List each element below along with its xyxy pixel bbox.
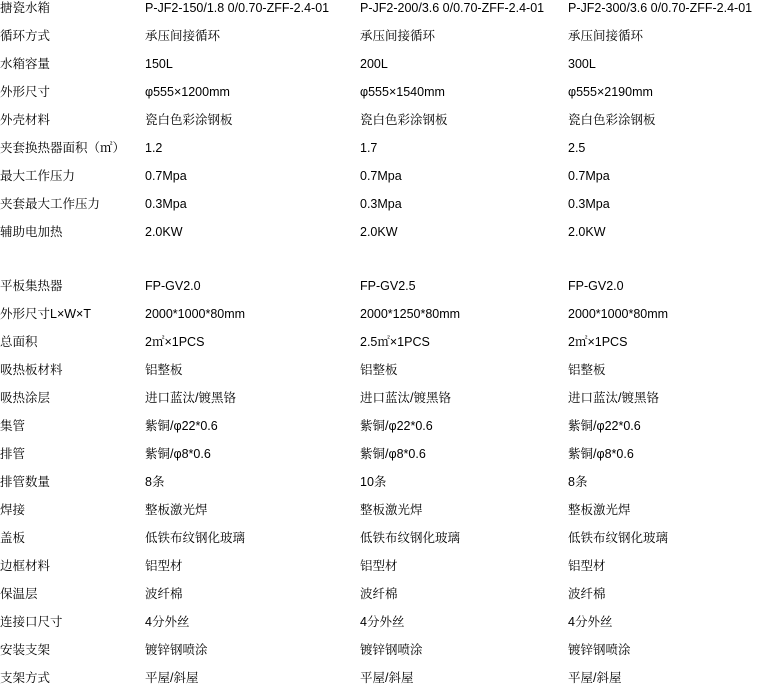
row-value: P-JF2-200/3.6 0/0.70-ZFF-2.4-01 bbox=[360, 1, 545, 15]
tank-section bbox=[0, 0, 769, 278]
row-label-cell bbox=[0, 642, 145, 670]
row-value-cell bbox=[145, 530, 360, 558]
row-value-cell bbox=[145, 0, 360, 28]
row-label: 支架方式 bbox=[0, 671, 51, 685]
row-label: 保温层 bbox=[0, 587, 38, 601]
row-value-cell bbox=[568, 390, 769, 418]
row-value-cell bbox=[568, 0, 769, 28]
row-value-cell bbox=[145, 614, 360, 642]
row-value: 波纤棉 bbox=[145, 587, 183, 601]
row-value-cell bbox=[360, 558, 568, 586]
row-label-cell bbox=[0, 418, 145, 446]
table-row bbox=[0, 168, 769, 196]
row-value-cell bbox=[360, 474, 568, 502]
row-value: 低铁布纹钢化玻璃 bbox=[360, 531, 461, 545]
row-label-cell bbox=[0, 390, 145, 418]
row-value-cell bbox=[145, 390, 360, 418]
row-label-cell bbox=[0, 670, 145, 698]
row-value-cell bbox=[360, 586, 568, 614]
row-label-cell bbox=[0, 112, 145, 140]
row-value: φ555×1540mm bbox=[360, 85, 445, 99]
row-label-cell bbox=[0, 140, 145, 168]
row-value: 承压间接循环 bbox=[145, 29, 221, 43]
section-spacer-row bbox=[0, 252, 769, 278]
row-value-cell bbox=[360, 224, 568, 252]
row-label: 辅助电加热 bbox=[0, 225, 63, 239]
row-label: 外形尺寸 bbox=[0, 85, 51, 99]
table-row bbox=[0, 418, 769, 446]
row-value: φ555×2190mm bbox=[568, 85, 653, 99]
spacer-cell bbox=[360, 252, 568, 278]
row-value: 2000*1000*80mm bbox=[145, 307, 246, 321]
row-value: 200L bbox=[360, 57, 388, 71]
row-value: 紫铜/φ22*0.6 bbox=[145, 419, 218, 433]
table-row bbox=[0, 56, 769, 84]
row-value-cell bbox=[360, 168, 568, 196]
row-value-cell bbox=[568, 196, 769, 224]
row-label-cell bbox=[0, 502, 145, 530]
row-value: 低铁布纹钢化玻璃 bbox=[145, 531, 246, 545]
row-value: 瓷白色彩涂钢板 bbox=[568, 113, 656, 127]
row-label: 吸热板材料 bbox=[0, 363, 63, 377]
row-value: 进口蓝汰/镀黑铬 bbox=[145, 391, 236, 405]
row-value-cell bbox=[145, 446, 360, 474]
row-value: 2.5 bbox=[568, 141, 586, 155]
row-label-cell bbox=[0, 446, 145, 474]
row-value: 铝型材 bbox=[145, 559, 183, 573]
table-row bbox=[0, 112, 769, 140]
row-value-cell bbox=[360, 418, 568, 446]
row-value: 瓷白色彩涂钢板 bbox=[360, 113, 448, 127]
row-value-cell bbox=[145, 334, 360, 362]
row-value-cell bbox=[145, 112, 360, 140]
row-value-cell bbox=[145, 56, 360, 84]
row-label-cell bbox=[0, 224, 145, 252]
row-value: P-JF2-300/3.6 0/0.70-ZFF-2.4-01 bbox=[568, 1, 753, 15]
row-value: 2㎡×1PCS bbox=[568, 335, 628, 349]
row-value-cell bbox=[145, 278, 360, 306]
row-label: 搪瓷水箱 bbox=[0, 1, 51, 15]
row-value-cell bbox=[568, 642, 769, 670]
row-label: 平板集热器 bbox=[0, 279, 63, 293]
row-value-cell bbox=[360, 56, 568, 84]
row-label: 夹套最大工作压力 bbox=[0, 197, 101, 211]
row-value-cell bbox=[360, 530, 568, 558]
row-value-cell bbox=[145, 474, 360, 502]
row-value: 2㎡×1PCS bbox=[145, 335, 205, 349]
row-value-cell bbox=[360, 362, 568, 390]
row-value: FP-GV2.0 bbox=[568, 279, 624, 293]
row-value: 8条 bbox=[145, 475, 165, 489]
spacer-cell bbox=[0, 252, 145, 278]
row-label-cell bbox=[0, 306, 145, 334]
row-label: 外形尺寸L×W×T bbox=[0, 307, 91, 321]
table-row bbox=[0, 28, 769, 56]
row-value-cell bbox=[360, 334, 568, 362]
row-value-cell bbox=[145, 196, 360, 224]
row-value: 瓷白色彩涂钢板 bbox=[145, 113, 233, 127]
row-value: 紫铜/φ8*0.6 bbox=[568, 447, 634, 461]
row-value-cell bbox=[360, 140, 568, 168]
row-value: 铝型材 bbox=[360, 559, 398, 573]
table-row bbox=[0, 224, 769, 252]
row-value-cell bbox=[145, 28, 360, 56]
row-label-cell bbox=[0, 530, 145, 558]
row-value-cell bbox=[145, 642, 360, 670]
row-value-cell bbox=[360, 670, 568, 698]
row-value: 4分外丝 bbox=[360, 615, 405, 629]
row-value-cell bbox=[360, 390, 568, 418]
row-label-cell bbox=[0, 84, 145, 112]
row-value: FP-GV2.0 bbox=[145, 279, 201, 293]
row-value: 镀锌钢喷涂 bbox=[568, 643, 631, 657]
row-value: 整板激光焊 bbox=[568, 503, 631, 517]
row-value-cell bbox=[568, 168, 769, 196]
row-label: 盖板 bbox=[0, 531, 26, 545]
row-label: 夹套换热器面积（㎡） bbox=[0, 141, 126, 155]
table-row bbox=[0, 586, 769, 614]
row-value-cell bbox=[360, 0, 568, 28]
row-value-cell bbox=[568, 278, 769, 306]
row-value-cell bbox=[360, 614, 568, 642]
row-value-cell bbox=[568, 502, 769, 530]
row-value: 紫铜/φ8*0.6 bbox=[360, 447, 426, 461]
row-label-cell bbox=[0, 168, 145, 196]
table-row bbox=[0, 670, 769, 698]
row-value: 0.7Mpa bbox=[360, 169, 402, 183]
table-row bbox=[0, 0, 769, 28]
row-value-cell bbox=[145, 84, 360, 112]
row-value: 镀锌钢喷涂 bbox=[145, 643, 208, 657]
row-value: 150L bbox=[145, 57, 173, 71]
row-value-cell bbox=[145, 168, 360, 196]
row-value: 10条 bbox=[360, 475, 387, 489]
row-value-cell bbox=[568, 112, 769, 140]
row-value-cell bbox=[568, 224, 769, 252]
row-value-cell bbox=[568, 306, 769, 334]
row-value: 4分外丝 bbox=[145, 615, 190, 629]
table-row bbox=[0, 474, 769, 502]
row-value-cell bbox=[145, 224, 360, 252]
row-label-cell bbox=[0, 0, 145, 28]
table-row bbox=[0, 614, 769, 642]
table-row bbox=[0, 140, 769, 168]
table-row bbox=[0, 558, 769, 586]
row-value: 进口蓝汰/镀黑铬 bbox=[360, 391, 451, 405]
row-label-cell bbox=[0, 362, 145, 390]
row-value: 波纤棉 bbox=[568, 587, 606, 601]
row-value: 承压间接循环 bbox=[360, 29, 436, 43]
row-value: 0.7Mpa bbox=[568, 169, 610, 183]
row-value: 紫铜/φ8*0.6 bbox=[145, 447, 211, 461]
row-value-cell bbox=[568, 474, 769, 502]
row-value: 铝整板 bbox=[568, 363, 606, 377]
row-label-cell bbox=[0, 278, 145, 306]
row-value-cell bbox=[568, 558, 769, 586]
row-label: 总面积 bbox=[0, 335, 38, 349]
row-value-cell bbox=[568, 670, 769, 698]
row-value-cell bbox=[568, 446, 769, 474]
row-label: 安装支架 bbox=[0, 643, 51, 657]
row-value: 进口蓝汰/镀黑铬 bbox=[568, 391, 659, 405]
row-value-cell bbox=[360, 278, 568, 306]
row-label-cell bbox=[0, 28, 145, 56]
row-value-cell bbox=[568, 84, 769, 112]
row-value-cell bbox=[568, 362, 769, 390]
row-value: 1.2 bbox=[145, 141, 163, 155]
row-value: 0.3Mpa bbox=[145, 197, 187, 211]
row-value: 2.0KW bbox=[360, 225, 398, 239]
row-value: 整板激光焊 bbox=[145, 503, 208, 517]
spacer-cell bbox=[568, 252, 769, 278]
table-row bbox=[0, 502, 769, 530]
spacer-cell bbox=[145, 252, 360, 278]
row-value: 镀锌钢喷涂 bbox=[360, 643, 423, 657]
row-label: 边框材料 bbox=[0, 559, 51, 573]
table-row bbox=[0, 306, 769, 334]
row-value: 铝整板 bbox=[360, 363, 398, 377]
row-label: 循环方式 bbox=[0, 29, 51, 43]
row-value: 平屋/斜屋 bbox=[568, 671, 622, 685]
row-label: 排管数量 bbox=[0, 475, 51, 489]
table-row bbox=[0, 334, 769, 362]
row-label: 外壳材料 bbox=[0, 113, 51, 127]
row-label-cell bbox=[0, 334, 145, 362]
row-label: 连接口尺寸 bbox=[0, 615, 63, 629]
row-value-cell bbox=[145, 362, 360, 390]
row-label: 焊接 bbox=[0, 503, 26, 517]
row-value: 波纤棉 bbox=[360, 587, 398, 601]
row-value: 4分外丝 bbox=[568, 615, 613, 629]
row-value: P-JF2-150/1.8 0/0.70-ZFF-2.4-01 bbox=[145, 1, 330, 15]
row-value: 低铁布纹钢化玻璃 bbox=[568, 531, 669, 545]
row-value: FP-GV2.5 bbox=[360, 279, 416, 293]
table-row bbox=[0, 84, 769, 112]
row-value-cell bbox=[568, 586, 769, 614]
row-value: 紫铜/φ22*0.6 bbox=[360, 419, 433, 433]
row-value-cell bbox=[568, 56, 769, 84]
row-label: 吸热涂层 bbox=[0, 391, 51, 405]
row-value-cell bbox=[145, 418, 360, 446]
row-value: 1.7 bbox=[360, 141, 378, 155]
row-label: 最大工作压力 bbox=[0, 169, 76, 183]
row-label: 集管 bbox=[0, 419, 26, 433]
row-value-cell bbox=[360, 446, 568, 474]
row-value: 0.3Mpa bbox=[360, 197, 402, 211]
row-value-cell bbox=[360, 84, 568, 112]
row-value: 300L bbox=[568, 57, 596, 71]
row-value: 2000*1000*80mm bbox=[568, 307, 669, 321]
row-value: 平屋/斜屋 bbox=[360, 671, 414, 685]
row-label-cell bbox=[0, 196, 145, 224]
row-label-cell bbox=[0, 56, 145, 84]
row-label-cell bbox=[0, 558, 145, 586]
table-row bbox=[0, 530, 769, 558]
row-value: 2.0KW bbox=[568, 225, 606, 239]
row-value-cell bbox=[568, 530, 769, 558]
row-value-cell bbox=[145, 586, 360, 614]
row-label-cell bbox=[0, 474, 145, 502]
row-value-cell bbox=[145, 502, 360, 530]
row-value-cell bbox=[360, 112, 568, 140]
table-row bbox=[0, 196, 769, 224]
collector-section bbox=[0, 278, 769, 698]
row-value: 2000*1250*80mm bbox=[360, 307, 461, 321]
table-row bbox=[0, 446, 769, 474]
row-value-cell bbox=[568, 418, 769, 446]
row-value: 2.5㎡×1PCS bbox=[360, 335, 430, 349]
row-value: 紫铜/φ22*0.6 bbox=[568, 419, 641, 433]
row-value-cell bbox=[568, 140, 769, 168]
row-value-cell bbox=[568, 28, 769, 56]
row-value-cell bbox=[360, 196, 568, 224]
row-value-cell bbox=[360, 642, 568, 670]
row-value-cell bbox=[145, 306, 360, 334]
row-label-cell bbox=[0, 614, 145, 642]
row-value: 平屋/斜屋 bbox=[145, 671, 199, 685]
row-value: φ555×1200mm bbox=[145, 85, 230, 99]
table-row bbox=[0, 278, 769, 306]
row-value: 2.0KW bbox=[145, 225, 183, 239]
table-row bbox=[0, 362, 769, 390]
row-value-cell bbox=[360, 306, 568, 334]
row-label: 排管 bbox=[0, 447, 26, 461]
row-value: 0.3Mpa bbox=[568, 197, 610, 211]
row-value: 承压间接循环 bbox=[568, 29, 644, 43]
row-value-cell bbox=[145, 558, 360, 586]
row-value-cell bbox=[145, 140, 360, 168]
row-value: 铝型材 bbox=[568, 559, 606, 573]
row-label-cell bbox=[0, 586, 145, 614]
row-value: 整板激光焊 bbox=[360, 503, 423, 517]
row-value-cell bbox=[568, 334, 769, 362]
row-value-cell bbox=[568, 614, 769, 642]
row-value-cell bbox=[145, 670, 360, 698]
row-value-cell bbox=[360, 502, 568, 530]
row-label: 水箱容量 bbox=[0, 57, 51, 71]
table-row bbox=[0, 390, 769, 418]
row-value-cell bbox=[360, 28, 568, 56]
row-value: 0.7Mpa bbox=[145, 169, 187, 183]
row-value: 8条 bbox=[568, 475, 588, 489]
table-row bbox=[0, 642, 769, 670]
row-value: 铝整板 bbox=[145, 363, 183, 377]
